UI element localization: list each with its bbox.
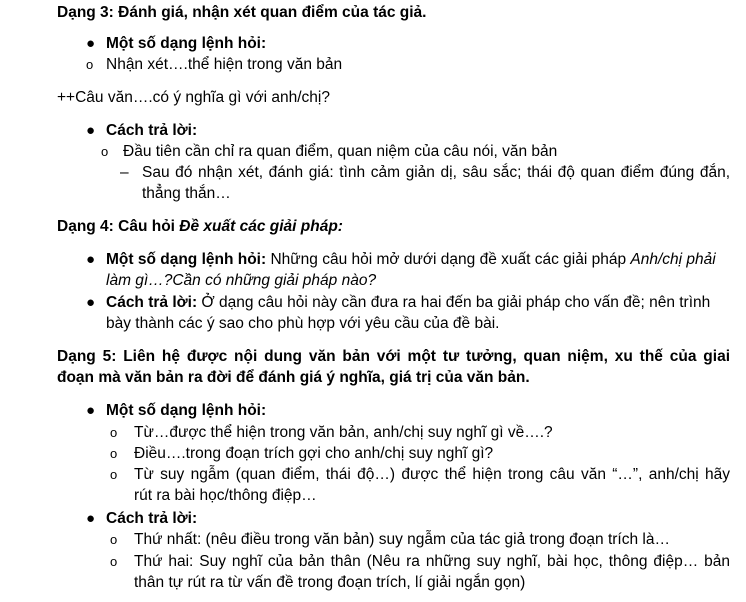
circle-bullet-icon: o (110, 446, 118, 461)
section-3-heading: Dạng 3: Đánh giá, nhận xét quan điểm của tác giả. (57, 4, 427, 21)
section-4-question-label: Một số dạng lệnh hỏi: (106, 251, 267, 268)
section-3-question-label: Một số dạng lệnh hỏi: (106, 35, 267, 52)
section-3-answer-item: Đầu tiên cần chỉ ra quan điểm, quan niệm của câu nói, văn bản (123, 143, 558, 160)
circle-bullet-icon: o (86, 57, 94, 72)
section-5-answer-item-1: Thứ nhất: (nêu điều trong văn bản) suy ngẫm của tác giả trong đoạn trích là… (134, 531, 670, 548)
section-5-heading-line1: Dạng 5: Liên hệ được nội dung văn bản với một tư tưởng, quan niệm, xu thế của giai (57, 348, 730, 365)
section-4-question-italic-2: làm gì…?Cần có những giải pháp nào? (106, 272, 377, 289)
circle-bullet-icon: o (110, 532, 118, 547)
circle-bullet-icon: o (110, 467, 118, 482)
dash-bullet-icon: – (120, 164, 129, 181)
section-5-answer-label: Cách trả lời: (106, 510, 198, 527)
circle-bullet-icon: o (110, 425, 118, 440)
section-4-question-italic-1: Anh/chị phải (630, 251, 716, 268)
section-5-answer-item-2-line2: thân tự rút ra từ vấn đề trong đoạn trích, lí giải ngắn gọn) (134, 574, 526, 591)
bullet-icon: ● (86, 402, 96, 419)
section-4-heading-prefix: Dạng 4: Câu hỏi (57, 218, 180, 235)
section-5-heading-line2: đoạn mà văn bản ra đời để đánh giá ý nghĩa, giá trị của văn bản. (57, 369, 530, 386)
section-3-answer-subitem-line2: thẳng thắn… (142, 185, 231, 202)
section-4-question-text: Những câu hỏi mở dưới dạng đề xuất các giải pháp (266, 251, 631, 268)
section-3-question-item: Nhận xét….thể hiện trong văn bản (106, 56, 343, 73)
bullet-icon: ● (86, 510, 96, 527)
bullet-icon: ● (86, 35, 96, 52)
circle-bullet-icon: o (101, 144, 109, 159)
section-5-answer-item-2-line1: Thứ hai: Suy nghĩ của bản thân (Nêu ra những suy nghĩ, bài học, thông điệp… bản (134, 553, 730, 570)
section-4-heading-italic: Đề xuất các giải pháp: (179, 218, 343, 235)
section-3-answer-subitem-line1: Sau đó nhận xét, đánh giá: tình cảm giản dị, sâu sắc; thái độ quan điểm đúng đắn, (142, 164, 730, 181)
section-4-heading (57, 217, 343, 237)
section-4-answer-line1 (106, 293, 710, 313)
bullet-icon: ● (86, 122, 96, 139)
section-4-question-line1 (106, 250, 716, 270)
section-3-extra-question: ++Câu văn….có ý nghĩa gì với anh/chị? (57, 89, 330, 106)
section-4-answer-text-2: bày thành các ý sao cho phù hợp với yêu cầu của đề bài. (106, 315, 500, 332)
section-4-answer-text-1: Ở dạng câu hỏi này cần đưa ra hai đến ba giải pháp cho vấn đề; nên trình (197, 294, 711, 311)
bullet-icon: ● (86, 251, 96, 268)
section-5-question-item-3-line1: Từ suy ngẫm (quan điểm, thái độ…) được thể hiện trong câu văn “…”, anh/chị hãy (134, 466, 730, 483)
circle-bullet-icon: o (110, 554, 118, 569)
section-5-question-item-1: Từ…được thể hiện trong văn bản, anh/chị suy nghĩ gì về….? (134, 424, 553, 441)
section-5-question-item-3-line2: rút ra bài học/thông điệp… (134, 487, 317, 504)
section-3-answer-label: Cách trả lời: (106, 122, 198, 139)
section-5-question-label: Một số dạng lệnh hỏi: (106, 402, 267, 419)
bullet-icon: ● (86, 294, 96, 311)
section-5-question-item-2: Điều….trong đoạn trích gợi cho anh/chị suy nghĩ gì? (134, 445, 494, 462)
section-4-answer-label: Cách trả lời: (106, 294, 198, 311)
